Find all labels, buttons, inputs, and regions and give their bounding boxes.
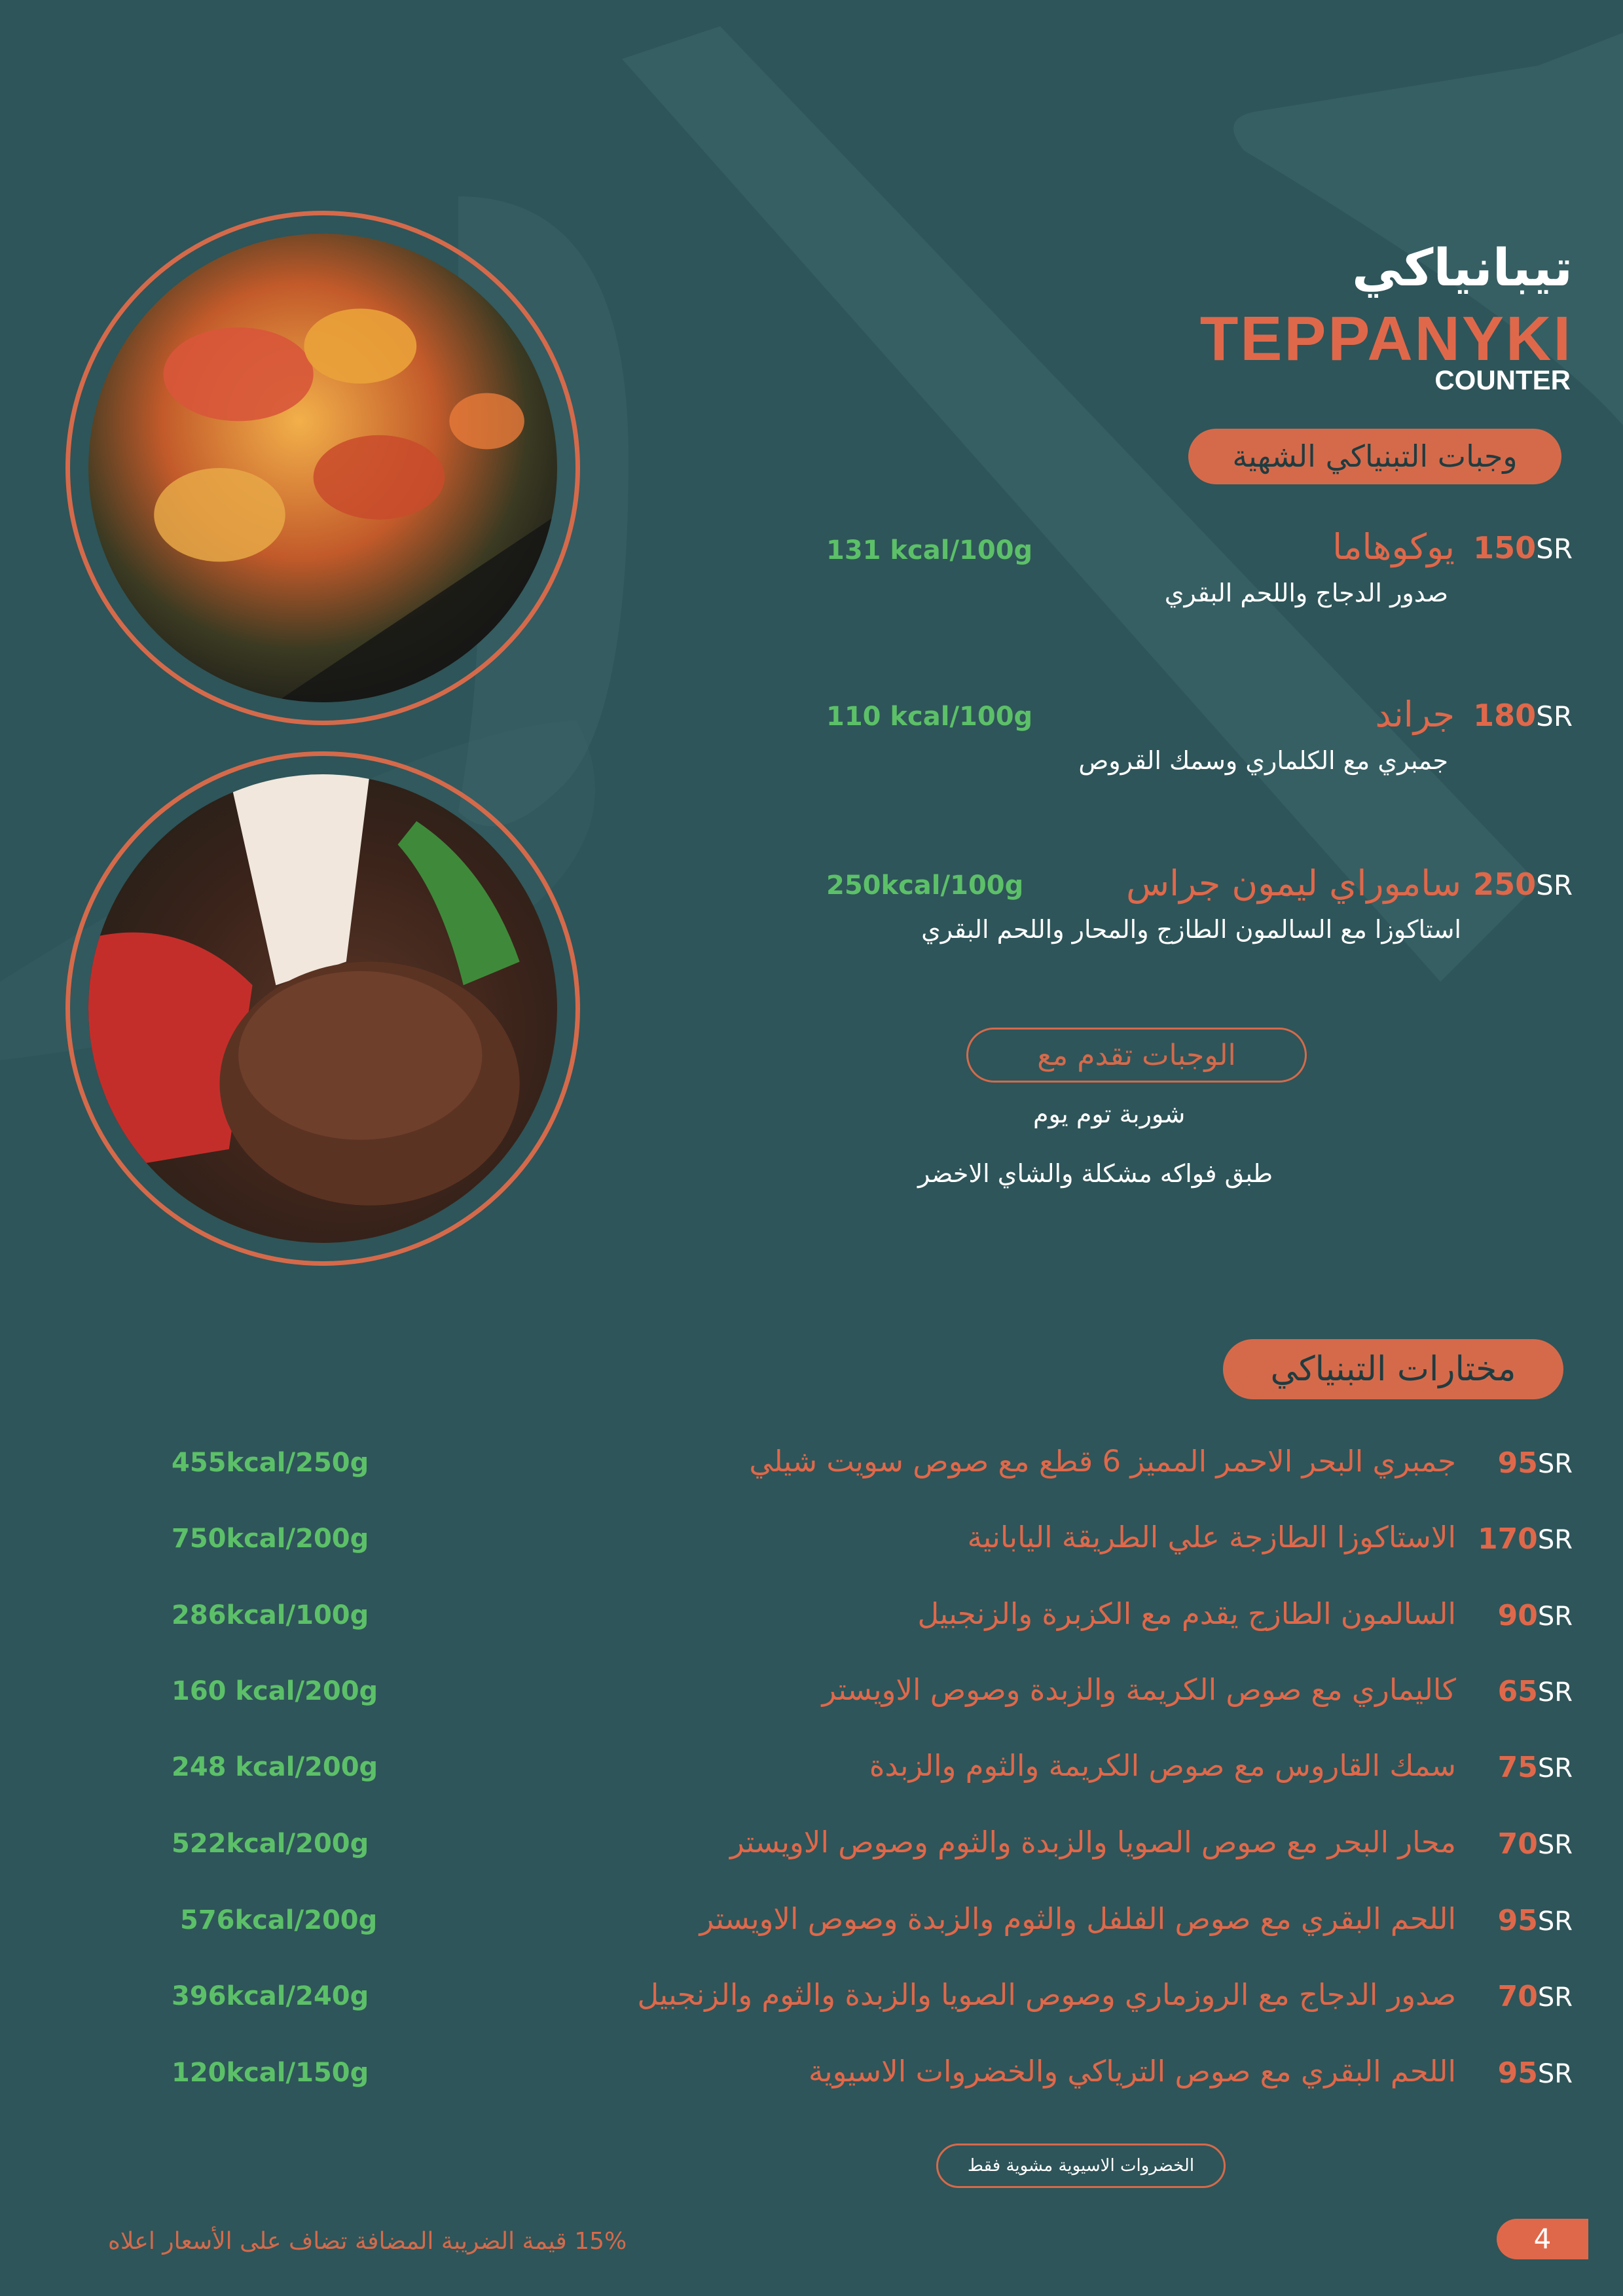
- calories: 576kcal/200g: [180, 1905, 378, 1935]
- menu-row: [0, 1596, 1623, 1651]
- menu-row: [0, 1977, 1623, 2032]
- title-arabic: تيبانياكي: [1352, 239, 1573, 298]
- vegetables-note: الخضروات الاسيوية مشوية فقط: [936, 2144, 1226, 2188]
- item-name: اللحم البقري مع صوص الفلفل والثوم والزبدة وصوص الاويستر: [699, 1901, 1456, 1936]
- selections-section-label: مختارات التبنياكي: [1223, 1339, 1563, 1399]
- calories: 160 kcal/200g: [172, 1676, 378, 1706]
- item-name: كاليماري مع صوص الكريمة والزبدة وصوص الاويستر: [822, 1672, 1456, 1707]
- calories: 750kcal/200g: [172, 1524, 369, 1554]
- item-name: جمبري البحر الاحمر المميز 6 قطع مع صوص سويت شيلي: [749, 1444, 1456, 1479]
- served-with-label: الوجبات تقدم مع: [966, 1028, 1307, 1083]
- calories: 455kcal/250g: [172, 1448, 369, 1478]
- calories: 250kcal/100g: [826, 870, 1024, 901]
- menu-row: [0, 1522, 1623, 1575]
- title-english: TEPPANYKI: [1199, 304, 1573, 374]
- price: 70SR: [1497, 1980, 1573, 2013]
- price: 90SR: [1497, 1599, 1573, 1632]
- title-subtitle: COUNTER: [1434, 365, 1571, 395]
- item-description: جمبري مع الكلماري وسمك القروص: [1078, 746, 1448, 775]
- vat-note: 15% قيمة الضريبة المضافة تضاف على الأسعار اعلاه: [108, 2228, 627, 2255]
- item-name: صدور الدجاج مع الروزماري وصوص الصويا والزبدة والثوم والزنجبيل: [637, 1977, 1456, 2012]
- item-name: سمك القاروس مع صوص الكريمة والثوم والزبدة: [869, 1748, 1456, 1783]
- calories: 522kcal/200g: [172, 1829, 369, 1859]
- item-name: الاستاكوزا الطازجة علي الطريقة اليابانية: [967, 1520, 1456, 1554]
- item-name: محار البحر مع صوص الصويا والزبدة والثوم وصوص الاويستر: [729, 1825, 1456, 1859]
- calories: 396kcal/240g: [172, 1981, 369, 2011]
- item-name: اللحم البقري مع صوص الترياكي والخضروات الاسيوية: [808, 2054, 1456, 2089]
- price: 70SR: [1497, 1827, 1573, 1861]
- menu-row: [0, 1901, 1623, 1956]
- price: 65SR: [1497, 1675, 1573, 1708]
- price: 150SR: [1473, 530, 1573, 565]
- calories: 120kcal/150g: [172, 2058, 369, 2088]
- item-name: يوكوهاما: [1332, 526, 1455, 567]
- menu-row: [0, 1672, 1623, 1727]
- calories: 248 kcal/200g: [172, 1752, 378, 1782]
- menu-row: [0, 1748, 1623, 1803]
- lobster-steak-photo: [65, 751, 580, 1266]
- menu-row: [0, 1446, 1623, 1499]
- price: 180SR: [1473, 698, 1573, 733]
- calories: 131 kcal/100g: [826, 535, 1033, 565]
- price: 95SR: [1497, 2056, 1573, 2090]
- page-number: 4: [1497, 2219, 1588, 2259]
- calories: 286kcal/100g: [172, 1600, 369, 1630]
- price: 95SR: [1497, 1904, 1573, 1937]
- calories: 110 kcal/100g: [826, 702, 1033, 732]
- served-with-item: طبق فواكه مشكلة والشاي الاخضر: [918, 1159, 1273, 1188]
- featured-section-label: وجبات التبنياكي الشهية: [1188, 429, 1561, 484]
- item-name: ساموراي ليمون جراس: [1126, 863, 1461, 904]
- item-name: السالمون الطازج يقدم مع الكزبرة والزنجبيل: [917, 1596, 1456, 1631]
- menu-row: [0, 1827, 1623, 1880]
- price: 250SR: [1473, 867, 1573, 902]
- price: 95SR: [1497, 1446, 1573, 1480]
- served-with-item: شوربة توم يوم: [1033, 1100, 1186, 1128]
- grilled-lobster-photo: [65, 211, 580, 725]
- item-name: جراند: [1375, 694, 1455, 735]
- item-description: استاكوزا مع السالمون الطازج والمحار واللحم البقري: [921, 915, 1461, 944]
- price: 75SR: [1497, 1751, 1573, 1784]
- menu-row: [0, 2056, 1623, 2109]
- price: 170SR: [1477, 1522, 1573, 1556]
- item-description: صدور الدجاج واللحم البقري: [1164, 579, 1448, 607]
